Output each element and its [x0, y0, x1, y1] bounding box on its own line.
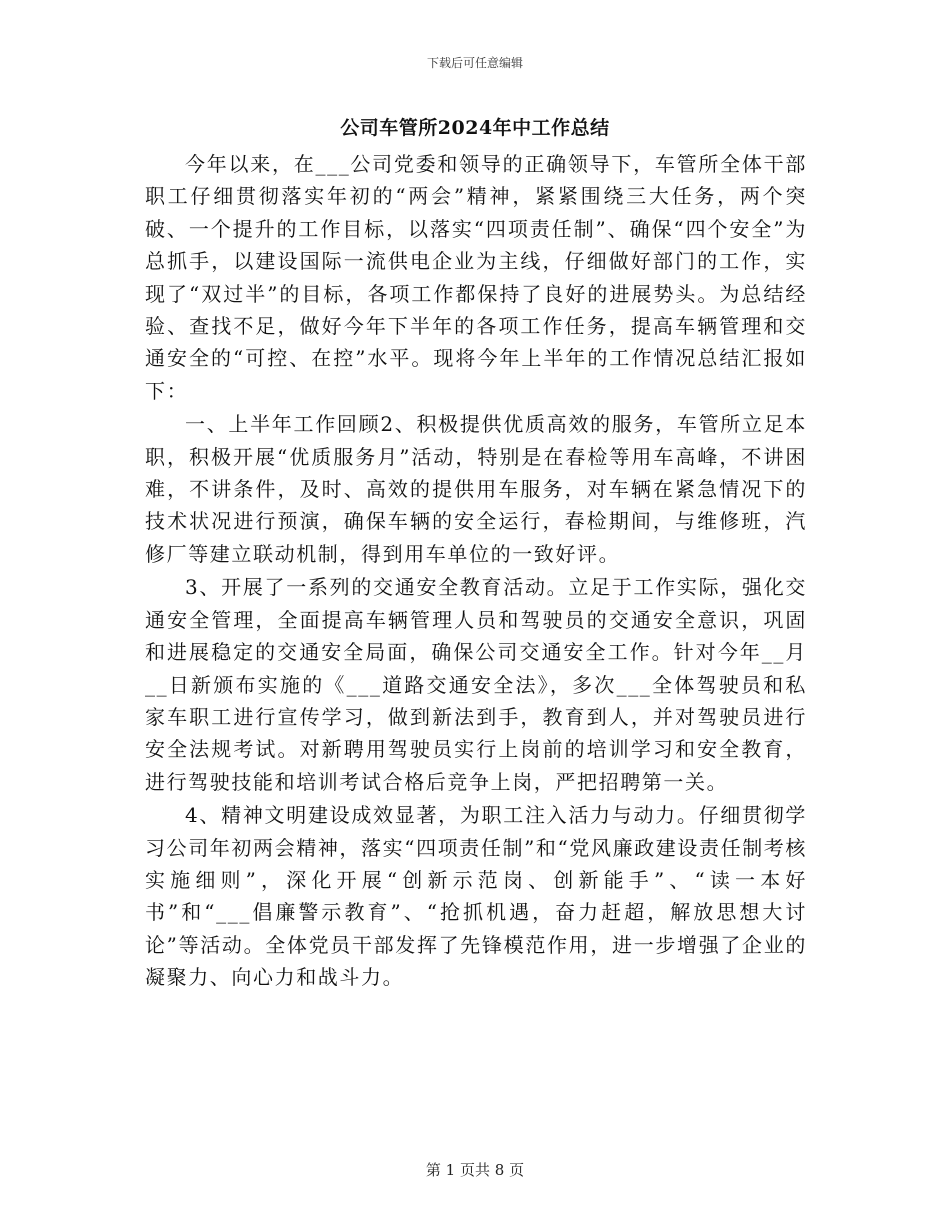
- paragraph-civilization: 4、精神文明建设成效显著，为职工注入活力与动力。仔细贯彻学习公司年初两会精神，落实“四项责任制”和“党风廉政建设责任制考核实施细则”，深化开展“创新示范岗、创新能手”、“读一本好书”和“___倡廉警示教育”、“抢抓机遇，奋力赶超，解放思想大讨论”等活动。全体党员干部发挥了先锋模范作用，进一步增强了企业的凝聚力、向心力和战斗力。: [145, 803, 807, 990]
- document-body: [145, 148, 807, 995]
- page-number: 第 1 页共 8 页: [425, 1161, 525, 1179]
- paragraph-review: 一、上半年工作回顾2、积极提供优质高效的服务，车管所立足本职，积极开展“优质服务月”活动，特别是在春检等用车高峰，不讲困难，不讲条件，及时、高效的提供用车服务，对车辆在紧急情况下的技术状况进行预演，确保车辆的安全运行，春检期间，与维修班，汽修厂等建立联动机制，得到用车单位的一致好评。: [145, 412, 807, 566]
- header-note: 下载后可任意编辑: [426, 56, 523, 70]
- paragraph-intro: 今年以来，在___公司党委和领导的正确领导下，车管所全体干部职工仔细贯彻落实年初的“两会”精神，紧紧围绕三大任务，两个突破、一个提升的工作目标，以落实“四项责任制”、确保“四个安全”为总抓手，以建设国际一流供电企业为主线，仔细做好部门的工作，实现了“双过半”的目标，各项工作都保持了良好的进展势头。为总结经验、查找不足，做好今年下半年的各项工作任务，提高车辆管理和交通安全的“可控、在控”水平。现将今年上半年的工作情况总结汇报如下：: [145, 152, 807, 403]
- paragraph-safety-education: 3、开展了一系列的交通安全教育活动。立足于工作实际，强化交通安全管理，全面提高车辆管理人员和驾驶员的交通安全意识，巩固和进展稳定的交通安全局面，确保公司交通安全工作。针对今年__月__日新颁布实施的《___道路交通安全法》，多次___全体驾驶员和私家车职工进行宣传学习，做到新法到手，教育到人，并对驾驶员进行安全法规考试。对新聘用驾驶员实行上岗前的培训学习和安全教育，进行驾驶技能和培训考试合格后竞争上岗，严把招聘第一关。: [145, 575, 807, 794]
- document-title: 公司车管所2024年中工作总结: [340, 117, 610, 139]
